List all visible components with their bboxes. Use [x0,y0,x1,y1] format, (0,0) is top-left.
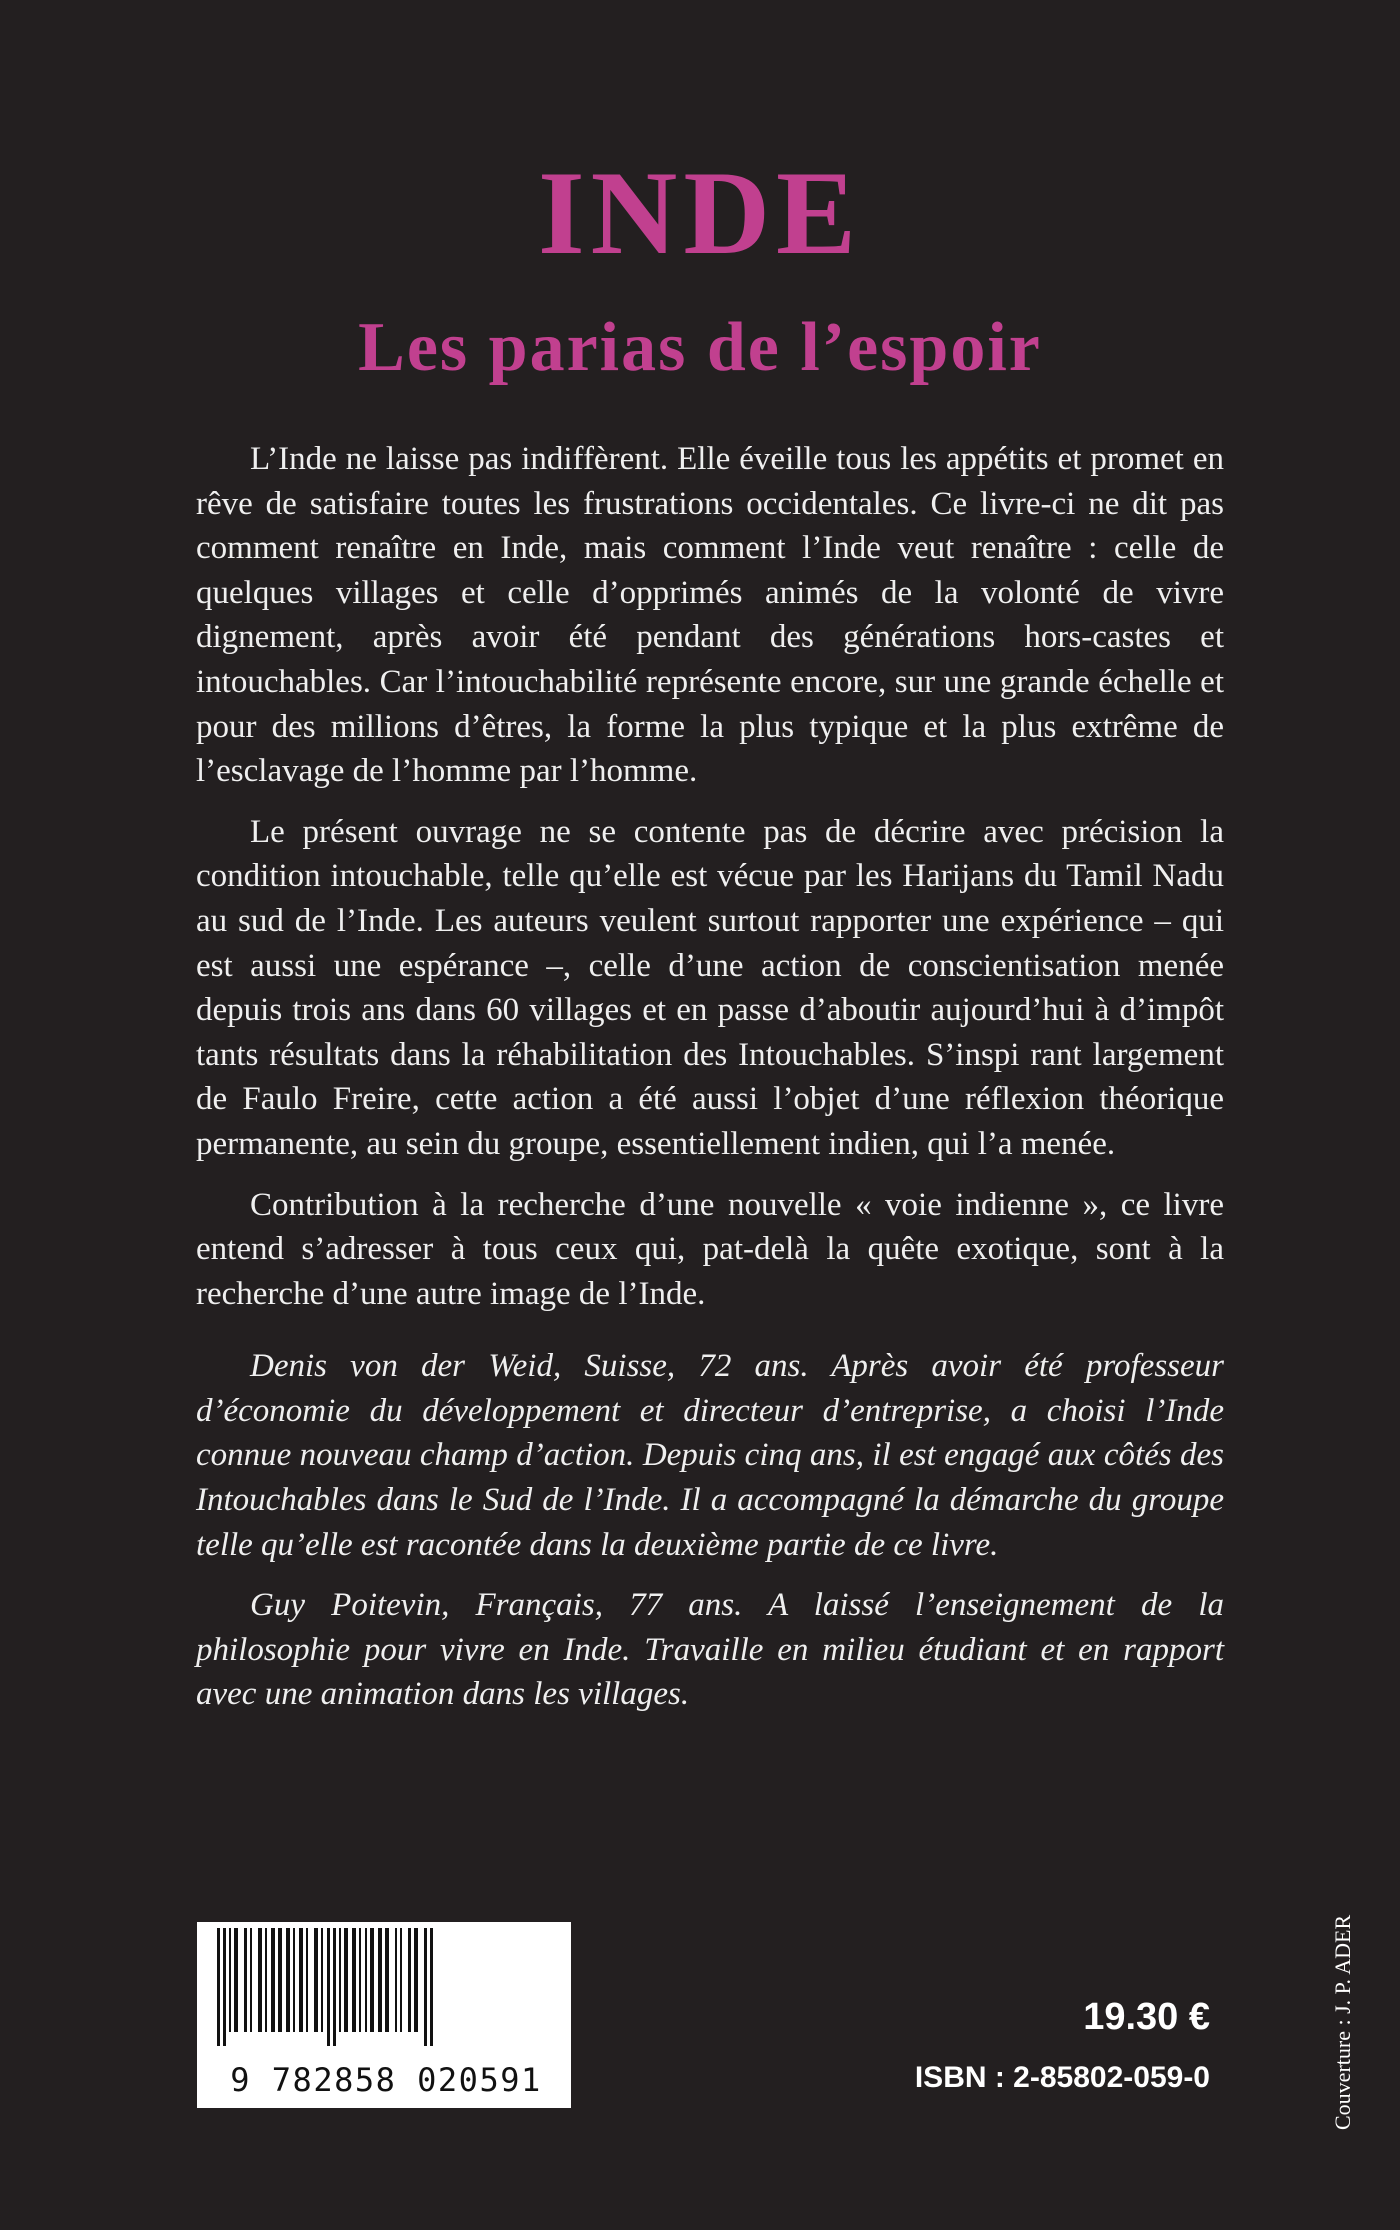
barcode-bar [430,1928,433,2046]
barcode-bar [385,1928,389,2032]
barcode-bar [286,1928,290,2032]
barcode-bar [408,1928,411,2032]
barcode-bar [333,1928,336,2046]
barcode-bar [234,1928,238,2032]
barcode-bar [365,1928,367,2032]
barcode-bar [400,1928,402,2032]
barcode-bar [314,1928,318,2032]
barcode-bar [244,1928,247,2032]
barcode-bar [278,1928,282,2032]
barcode-bar [217,1928,220,2046]
blurb-paragraph-2: Le présent ouvrage ne se contente pas de décrire avec précision la condition intouchable, telle qu’elle est vécue par les Harijans du Tamil Nadu au sud de l’Inde. Les auteurs veulent surtout rapporter une expérience – qui est aussi une espérance –, celle d’une action de conscientisation menée depuis trois ans dans 60 villages et en passe d’aboutir aujourd’hui à d’impôt tants résultats dans la réhabilitation des Intouchables. S’inspi rant largement de Faulo Freire, cette action a été aussi l’objet d’une réflexion théorique permanente, au sein du groupe, essentiellement indien, qui l’a menée. [196,813,1224,1162]
barcode-bar [265,1928,267,2032]
barcode-bar [271,1928,275,2032]
barcode-bar [229,1928,231,2032]
barcode-bar [414,1928,418,2032]
price: 19.30 € [1083,1996,1210,2038]
blurb [196,437,1224,1717]
blurb-paragraph-3: Contribution à la recherche d’une nouvelle « voie indienne », ce livre entend s’adresser à tous ceux qui, pat-delà la quête exotique, sont à la recherche d’une autre image de l’Inde. [196,1186,1224,1312]
barcode-bar [395,1928,397,2032]
barcode-digits: 9 782858 020591 [230,2061,542,2099]
barcode-bar [327,1928,330,2046]
barcode-bar [359,1928,361,2032]
barcode-bar [339,1928,341,2032]
barcode-bar [293,1928,295,2032]
barcode [197,1922,571,2108]
barcode-bar [344,1928,348,2032]
cover-credit: Couverture : J. P. ADER [1330,1914,1355,2130]
isbn: ISBN : 2-85802-059-0 [914,2061,1210,2094]
author-bio-2: Guy Poitevin, Français, 77 ans. A laissé l’enseignement de la philosophie pour vivre en Inde. Travaille en milieu étudiant et en rapport avec une animation dans les villages. [196,1587,1224,1713]
barcode-bar [258,1928,262,2032]
barcode-bar [306,1928,308,2032]
barcode-bar [299,1928,303,2032]
barcode-bar [223,1928,226,2046]
barcode-bar [378,1928,382,2032]
author-bio-1: Denis von der Weid, Suisse, 72 ans. Après avoir été professeur d’économie du développement et directeur d’entreprise, a choisi l’Inde connue nouveau champ d’action. Depuis cinq ans, il est engagé aux côtés des Intouchables dans le Sud de l’Inde. Il a accompagné la démarche du groupe telle qu’elle est racontée dans la deuxième partie de ce livre. [196,1348,1224,1563]
barcode-bar [352,1928,356,2032]
barcode-bar [250,1928,252,2032]
book-subtitle: Les parias de l’espoir [358,309,1042,386]
book-title: INDE [537,146,863,279]
barcode-bar [424,1928,427,2046]
blurb-paragraph-1: L’Inde ne laisse pas indiffèrent. Elle éveille tous les appétits et promet en rêve de satisfaire toutes les frustrations occidentales. Ce livre-ci ne dit pas comment renaître en Inde, mais comment l’Inde veut renaître : celle de quelques villages et celle d’opprimés animés de la volonté de vivre dignement, après avoir été pendant des générations hors-castes et intouchables. Car l’intouchabilité représente encore, sur une grande échelle et pour des millions d’êtres, la forme la plus typique et la plus extrême de l’esclavage de l’homme par l’homme. [196,441,1224,790]
barcode-bar [370,1928,374,2032]
barcode-bar [321,1928,323,2032]
barcode-bars [203,1928,553,2046]
